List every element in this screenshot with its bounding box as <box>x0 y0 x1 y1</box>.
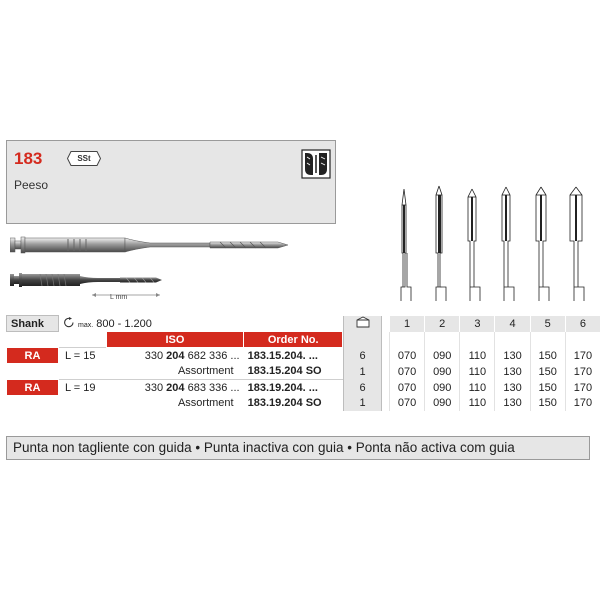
product-header <box>6 140 336 224</box>
iso-cell <box>106 380 243 396</box>
package-cell <box>344 316 381 332</box>
size-value: 130 <box>495 364 530 380</box>
size-value: 130 <box>495 380 530 396</box>
shank-label: Shank <box>7 316 59 332</box>
iso-cell <box>106 348 243 364</box>
iso-part-b: 204 <box>166 349 185 362</box>
iso-part-b: 204 <box>166 381 185 394</box>
size-value: 130 <box>495 396 530 412</box>
size-value: 110 <box>460 348 495 364</box>
size-value: 070 <box>389 348 424 364</box>
size-value: 070 <box>389 364 424 380</box>
product-number: 183 <box>14 149 43 168</box>
type-badge: RA <box>7 380 59 396</box>
qty-cell: 1 <box>344 396 381 412</box>
footer-description: Punta non tagliente con guida • Punta inactiva con guia • Ponta não activa com guia <box>6 436 590 460</box>
size-value: 150 <box>530 380 565 396</box>
iso-cell: Assortment <box>177 365 234 378</box>
size-value: 150 <box>530 348 565 364</box>
qty-cell: 6 <box>344 348 381 364</box>
order-cell: 183.19.204. ... <box>244 380 343 396</box>
length-cell: L = 19 <box>58 380 106 396</box>
qty-cell: 1 <box>344 364 381 380</box>
iso-part-c: 682 336 ... <box>187 349 240 362</box>
qty-cell: 6 <box>344 380 381 396</box>
type-badge: RA <box>7 348 59 364</box>
length-label: L mm <box>110 294 128 301</box>
package-icon <box>356 316 370 328</box>
size-value: 090 <box>425 380 460 396</box>
spec-table <box>6 315 600 411</box>
table-row <box>7 396 600 412</box>
size-header-1: 1 <box>389 316 424 332</box>
order-cell: 183.15.204. ... <box>244 348 343 364</box>
speed-cell <box>58 316 343 332</box>
size-value: 110 <box>460 380 495 396</box>
material-badge <box>67 151 101 166</box>
length-cell: L = 15 <box>58 348 106 364</box>
iso-part-a: 330 <box>144 349 164 362</box>
table-row <box>7 380 600 396</box>
instrument-illustration <box>10 232 310 307</box>
size-value: 070 <box>389 396 424 412</box>
shank-row <box>7 316 600 332</box>
iso-cell: Assortment <box>177 397 234 410</box>
order-cell: 183.15.204 SO <box>247 365 322 378</box>
size-value: 110 <box>460 364 495 380</box>
size-header-3: 3 <box>460 316 495 332</box>
size-value: 170 <box>565 364 600 380</box>
table-row <box>7 348 600 364</box>
size-value: 170 <box>565 396 600 412</box>
size-value: 110 <box>460 396 495 412</box>
order-cell: 183.19.204 SO <box>247 397 322 410</box>
cutting-edge-icon <box>301 149 331 179</box>
size-header-5: 5 <box>530 316 565 332</box>
instrument-profile-icon <box>387 183 597 313</box>
size-value: 090 <box>425 396 460 412</box>
size-value: 130 <box>495 348 530 364</box>
column-header-row <box>7 332 600 348</box>
size-value: 070 <box>389 380 424 396</box>
material-label: SSt <box>77 154 91 163</box>
size-value: 170 <box>565 380 600 396</box>
size-value: 150 <box>530 396 565 412</box>
size-value: 170 <box>565 348 600 364</box>
size-value: 090 <box>425 364 460 380</box>
order-header: Order No. <box>244 332 343 348</box>
iso-part-a: 330 <box>144 381 164 394</box>
product-name: Peeso <box>14 178 49 192</box>
size-value: 150 <box>530 364 565 380</box>
rotation-icon <box>63 317 75 328</box>
size-header-4: 4 <box>495 316 530 332</box>
size-value: 090 <box>425 348 460 364</box>
size-header-6: 6 <box>565 316 600 332</box>
table-row <box>7 364 600 380</box>
size-header-2: 2 <box>425 316 460 332</box>
speed-prefix: max. <box>78 321 94 329</box>
speed-range: 800 - 1.200 <box>96 317 152 330</box>
iso-header: ISO <box>106 332 243 348</box>
iso-part-c: 683 336 ... <box>187 381 240 394</box>
